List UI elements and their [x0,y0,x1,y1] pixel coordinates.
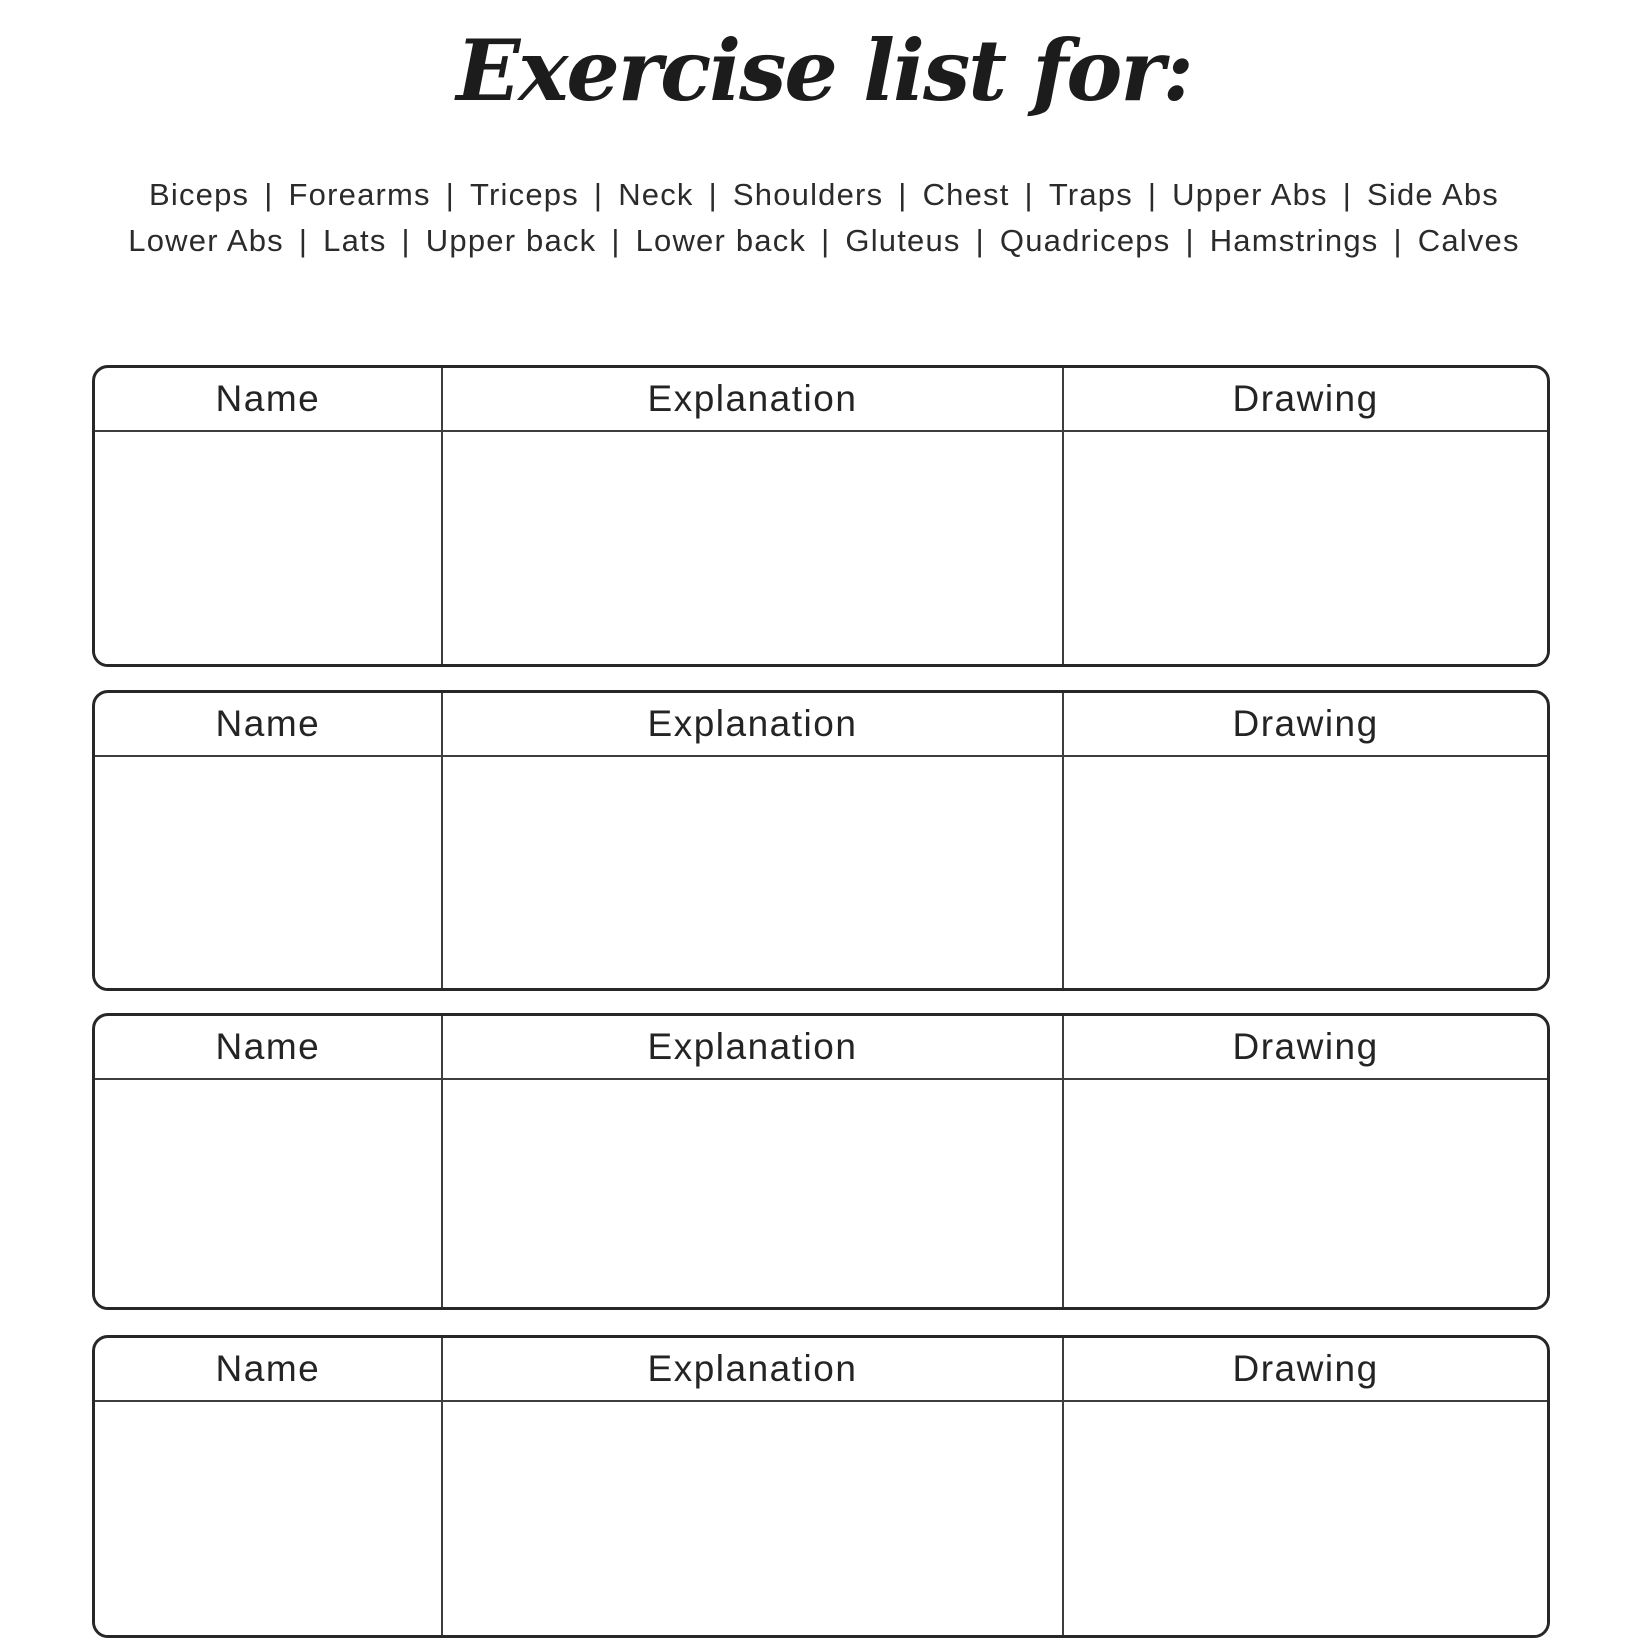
pipe-separator: | [1185,223,1195,258]
muscle-group-label: Chest [922,177,1010,212]
name-input-cell[interactable] [95,1080,443,1307]
muscle-group-label: Lats [323,223,387,258]
table-header-row [95,693,1547,757]
pipe-separator: | [1393,223,1403,258]
explanation-input-cell[interactable] [443,432,1064,664]
muscle-group-label: Gluteus [845,223,961,258]
name-input-cell[interactable] [95,432,443,664]
drawing-input-cell[interactable] [1064,757,1547,988]
muscle-group-label: Neck [618,177,694,212]
pipe-separator: | [1147,177,1158,212]
name-header: Name [95,693,443,755]
pipe-separator: | [264,177,274,212]
exercise-table [92,690,1550,991]
pipe-separator: | [401,223,411,258]
muscle-group-label: Lower Abs [128,223,284,258]
table-header-row [95,368,1547,432]
explanation-header: Explanation [443,693,1064,755]
muscle-line-1 [0,172,1648,218]
name-input-cell[interactable] [95,757,443,988]
drawing-header: Drawing [1232,378,1379,419]
muscle-group-label: Triceps [470,177,579,212]
pipe-separator: | [593,177,604,212]
muscle-group-label: Biceps [149,177,250,212]
drawing-input-cell[interactable] [1064,432,1547,664]
exercise-table [92,1013,1550,1310]
name-header: Name [95,368,443,430]
pipe-separator: | [708,177,718,212]
pipe-separator: | [821,223,831,258]
name-header: Name [95,1016,443,1078]
pipe-separator: | [975,223,985,258]
pipe-separator: | [1024,177,1034,212]
drawing-header: Drawing [1232,1026,1379,1067]
explanation-input-cell[interactable] [443,1402,1064,1635]
drawing-header: Drawing [1232,1348,1379,1389]
muscle-line-2 [0,218,1648,264]
pipe-separator: | [298,223,309,258]
table-header-row [95,1016,1547,1080]
name-input-cell[interactable] [95,1402,443,1635]
muscle-group-label: Shoulders [732,177,884,212]
explanation-header: Explanation [443,1016,1064,1078]
table-body-row [95,757,1547,988]
muscle-group-label: Upper Abs [1172,177,1328,212]
table-body-row [95,1402,1547,1635]
pipe-separator: | [445,177,456,212]
table-header-row [95,1338,1547,1402]
drawing-header: Drawing [1232,703,1379,744]
muscle-group-label: Quadriceps [999,223,1171,258]
muscle-group-list [0,172,1648,264]
muscle-group-label: Hamstrings [1209,223,1379,258]
muscle-group-label: Side Abs [1367,177,1499,212]
muscle-group-label: Forearms [288,177,431,212]
page-title: Exercise list for: [456,21,1192,120]
exercise-table [92,1335,1550,1638]
explanation-input-cell[interactable] [443,1080,1064,1307]
muscle-group-label: Lower back [635,223,807,258]
table-body-row [95,1080,1547,1307]
explanation-header: Explanation [443,368,1064,430]
muscle-group-label: Calves [1417,223,1520,258]
muscle-group-label: Traps [1048,177,1133,212]
pipe-separator: | [1342,177,1352,212]
name-header: Name [95,1338,443,1400]
muscle-group-label: Upper back [425,223,597,258]
exercise-table [92,365,1550,667]
explanation-header: Explanation [443,1338,1064,1400]
drawing-input-cell[interactable] [1064,1080,1547,1307]
table-body-row [95,432,1547,664]
explanation-input-cell[interactable] [443,757,1064,988]
pipe-separator: | [611,223,621,258]
drawing-input-cell[interactable] [1064,1402,1547,1635]
pipe-separator: | [898,177,908,212]
